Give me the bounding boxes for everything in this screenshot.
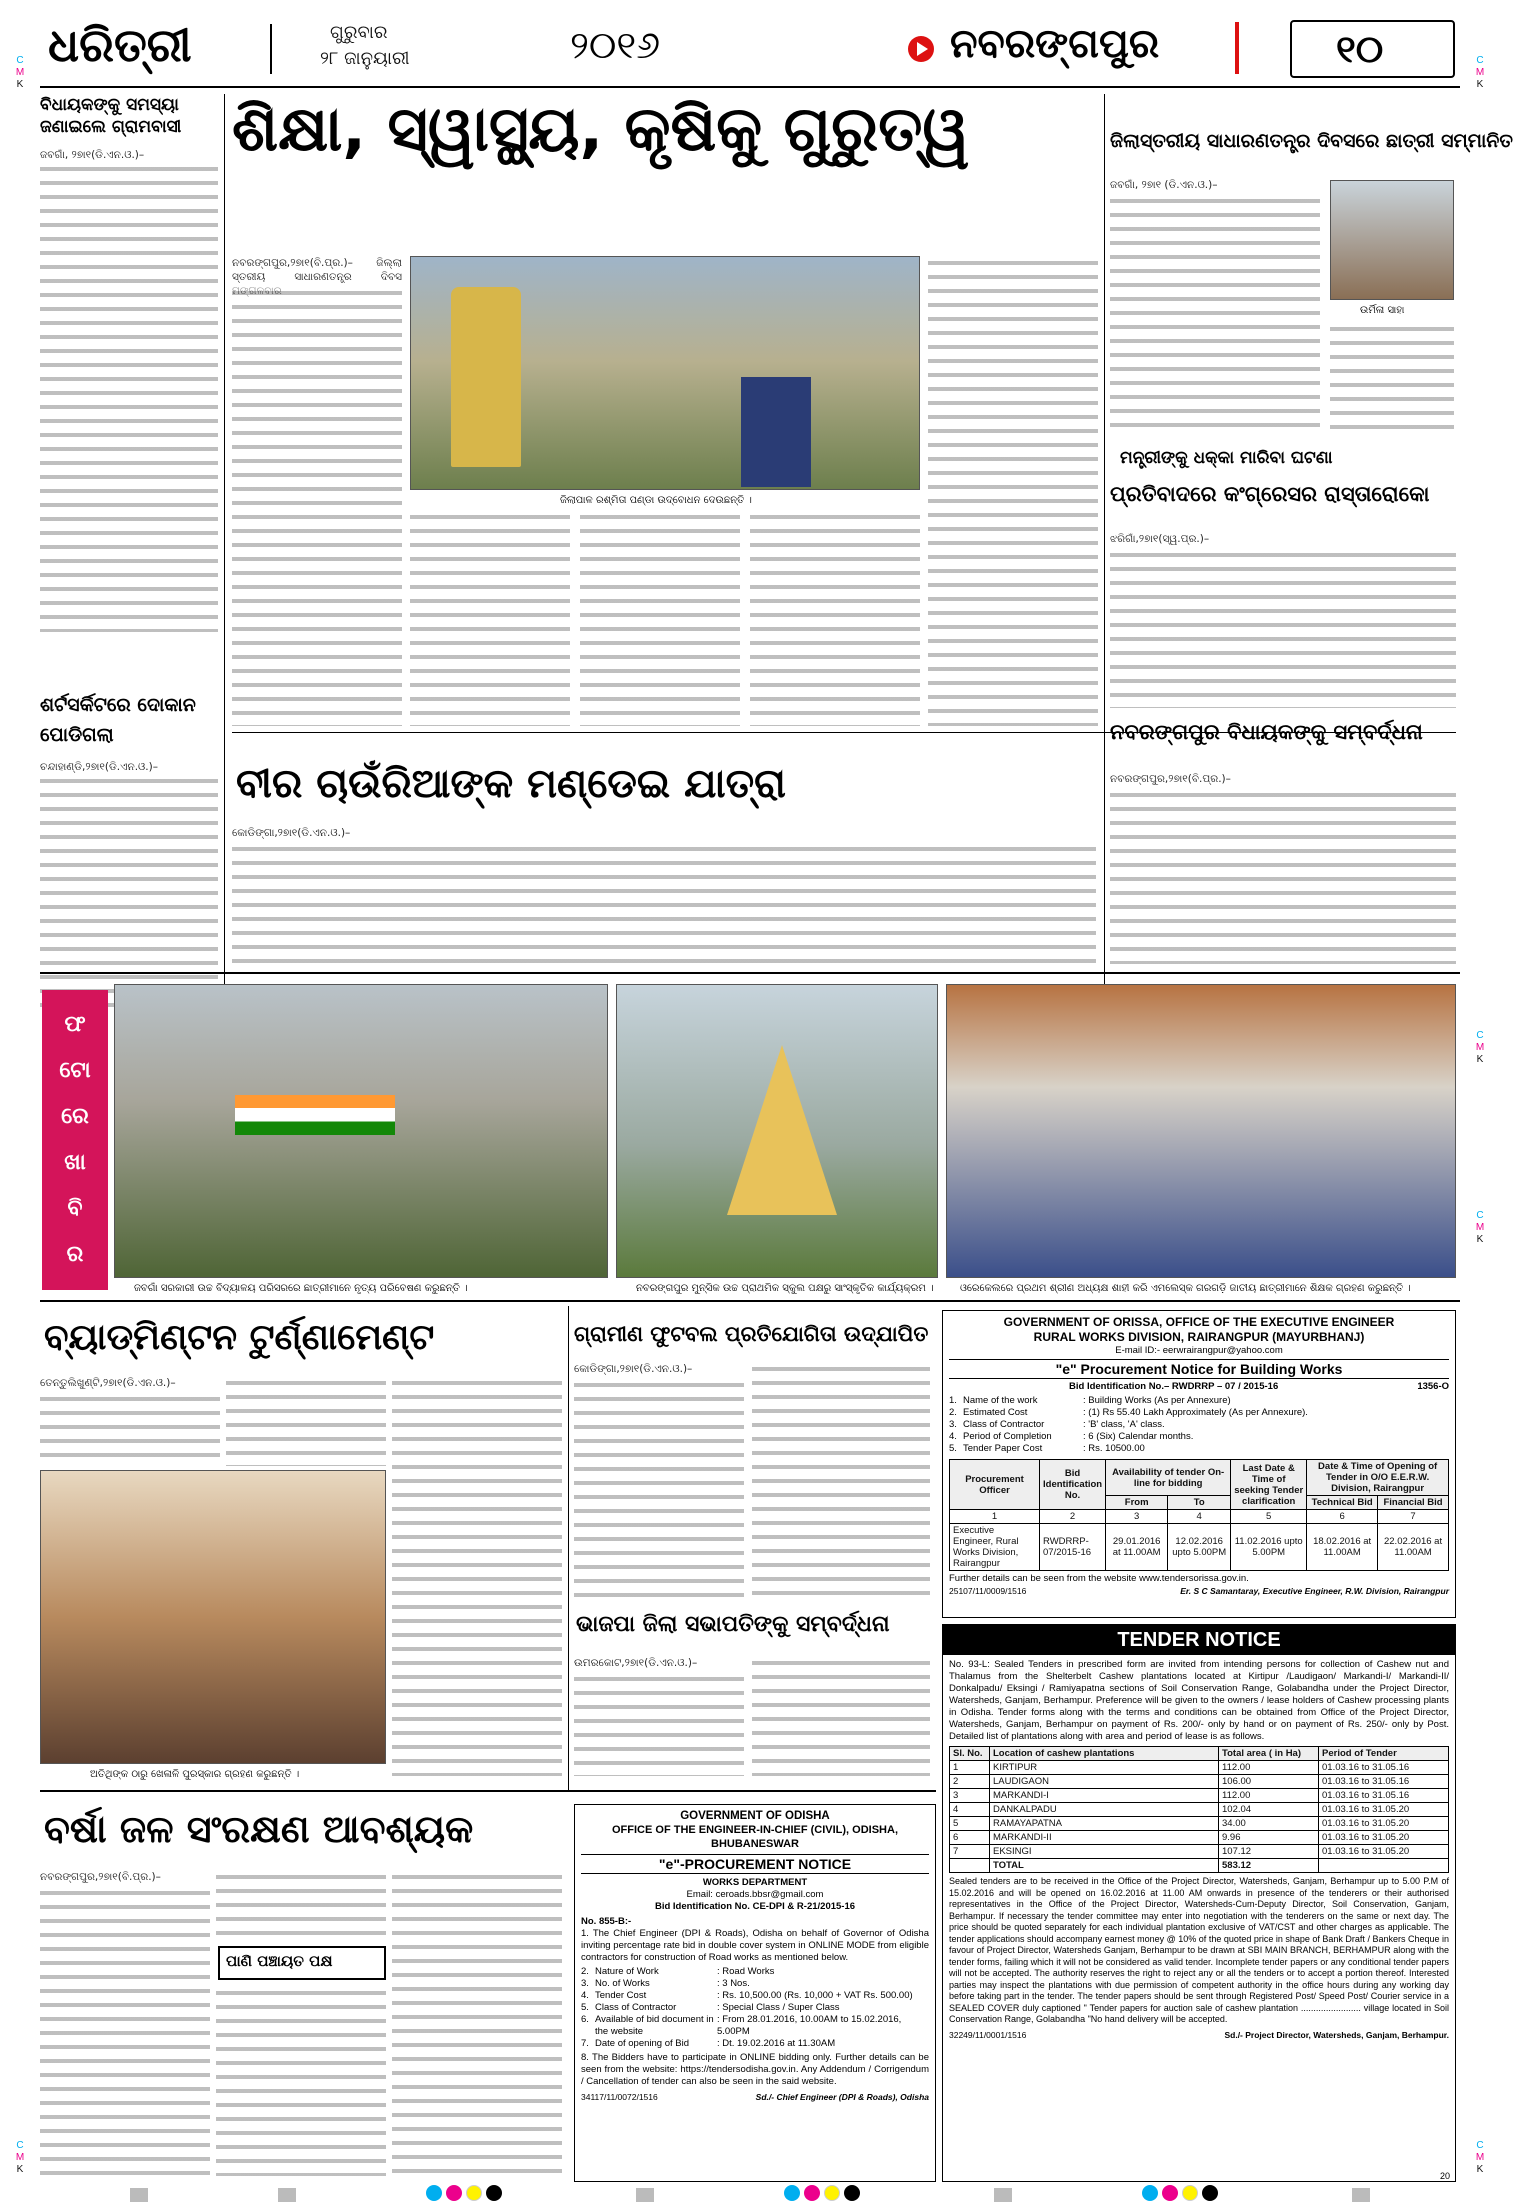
congress-blockade-dateline: ଝରିଗାଁ,୨୭ା୧(ସ୍ୱ.ପ୍ର.)– <box>1110 533 1210 545</box>
lead-body-col3 <box>580 510 740 726</box>
article-dateline: ଜବଗାଁ, ୨୭ା୧(ଡି.ଏନ.ଓ.)– <box>40 149 145 161</box>
section-rule <box>40 972 1460 974</box>
rw-sign-no: 25107/11/0009/1516 <box>949 1586 1027 1596</box>
lead-photo-caption: ଜିଲାପାଳ ରଶ୍ମିତା ପଣ୍ଡା ଉଦ୍‌ବୋଧନ ଦେଉଛନ୍ତି । <box>560 495 752 506</box>
cmk-right-4: C M K <box>1475 2140 1485 2175</box>
masthead-year: ୨୦୧୬ <box>570 23 661 67</box>
table-row: Executive Engineer, Rural Works Division, Rairangpur RWDRRP-07/2015-16 29.01.2016 at 11.00AM 12.02.2016 upto 5.00PM 11.02.2016 upto 5.00PM 18.02.2016 at 11.00AM 22.02.2016 at 11.00AM <box>950 1524 1449 1571</box>
badminton-headline: ବ୍ୟାଡ୍‌ମିଣ୍ଟନ ଟୁର୍ଣ୍ଣାମେଣ୍ଟ <box>44 1317 435 1358</box>
lead-body-col2 <box>410 510 570 726</box>
rainwater-headline: ବର୍ଷା ଜଳ ସଂରକ୍ଷଣ ଆବଶ୍ୟକ <box>44 1807 474 1851</box>
bjp-body-2 <box>752 1656 930 1776</box>
rw-bid-id: Bid Identification No.– RWDRRP – 07 / 2015-16 <box>1069 1381 1279 1392</box>
column-rule <box>224 94 225 1034</box>
eic-item: 7. Date of opening of Bid : Dt. 19.02.2016 at 11.30AM <box>581 2038 836 2049</box>
rainwater-body-3 <box>216 1986 386 2176</box>
bjp-dateline: ଉମରକୋଟ,୨୭ା୧(ଡି.ଏନ.ଓ.)– <box>574 1657 698 1669</box>
eic-gov: GOVERNMENT OF ODISHA <box>680 1810 830 1822</box>
bjp-headline: ଭାଜପା ଜିଲା ସଭାପତିଙ୍କୁ ସମ୍ବର୍ଦ୍ଧନା <box>576 1612 890 1637</box>
rw-gov: GOVERNMENT OF ORISSA, OFFICE OF THE EXECUTIVE ENGINEER <box>1003 1315 1395 1329</box>
section-name: ନବରଙ୍ଗପୁର <box>950 21 1160 67</box>
brand-logo: ଧରିତ୍ରୀ <box>48 18 192 72</box>
masthead-bottom-rule <box>40 86 1460 88</box>
masthead-day: ଗୁରୁବାର <box>330 22 388 43</box>
table-row: 2 LAUDIGAON 106.00 01.03.16 to 31.05.16 <box>950 1775 1449 1789</box>
eic-item: 6. Available of bid document in the website : From 28.01.2016, 10.00AM to 15.02.2016, 5.00PM <box>581 2014 902 2037</box>
table-row: 5 RAMAYAPATNA 34.00 01.03.16 to 31.05.20 <box>950 1817 1449 1831</box>
table-row: 1 KIRTIPUR 112.00 01.03.16 to 31.05.16 <box>950 1761 1449 1775</box>
table-row: 4 DANKALPADU 102.04 01.03.16 to 31.05.20 <box>950 1803 1449 1817</box>
section-rule <box>40 1300 1460 1302</box>
rw-item: 3. Class of Contractor : 'B' class, 'A' class. <box>949 1419 1165 1430</box>
ws-intro: No. 93-L: Sealed Tenders in prescribed form are invited from intending persons for collection of Cashew nut and Thalamus from the Shelterbelt Cashew plantations located at Kirtipur /Laudigaon/ Markandi-I/ Markandi-II/ Donkalpadu/ Eksingi / Ramiyapatna sections of Soil Conservation Range, Golabandha under the Project Director, Watersheds, Ganjam, Berhampur. Preference will be given to the owners / lease holders of Cashew processing plants in Odisha. Tender forms along with the terms and conditions can be obtained from Office of the Project Director, Watersheds, Ganjam, Berhampur on payment of Rs. 200/- only by hand or on payment of Rs. 250/- only by Post. Detailed list of plantations along with area and period of lease is as follows. <box>949 1659 1449 1742</box>
cmk-right-3: C M K <box>1475 1210 1485 1245</box>
gray-swatch <box>636 2188 654 2202</box>
rw-schedule-table: Procurement Officer Bid Identification No. Availability of tender On-line for bidding Last Date & Time of seeking Tender clarification Date & Time of Opening of Tender in O/O E.E.R.W. Division, Rairangpur From To Technical Bid Financial Bid 1 2 3 4 5 6 7 Executive Engineer, Rural Works Division, Rairangpur RWDRRP-07/2015-16 29.01.2016 at 11.00AM 12.02.2016 upto 5.00PM 11.02.2016 upto 5.00PM 18.02.2016 at 11.00AM 22.02.2016 at 11.00AM <box>949 1459 1449 1571</box>
lead-dateline: ନବରଙ୍ଗପୁର,୨୭ା୧(ବି.ପ୍ର.)– ଜିଲ୍ଲା ସ୍ତରୀୟ ସାଧାରଣତନ୍ତ୍ର ଦିବସ <box>232 257 402 283</box>
student-honour-dateline: ଜବଗାଁ, ୨୭ା୧ (ଡି.ଏନ.ଓ.)– <box>1110 179 1218 191</box>
student-photo <box>1330 180 1454 300</box>
gray-swatch <box>994 2188 1012 2202</box>
mla-felicitation-headline: ନବରଙ୍ଗପୁର ବିଧାୟକଙ୍କୁ ସମ୍ବର୍ଦ୍ଧନା <box>1110 720 1423 744</box>
eic-notice-title: "e"-PROCUREMENT NOTICE <box>581 1854 929 1874</box>
rainwater-dateline: ନବରଙ୍ଗପୁର,୨୭ା୧(ବି.ପ୍ର.)– <box>40 1871 161 1883</box>
badminton-body-3 <box>392 1376 562 1776</box>
bjp-body-1 <box>574 1672 744 1776</box>
human-pyramid <box>727 1045 837 1215</box>
football-headline: ଗ୍ରାମୀଣ ଫୁଟବଲ ପ୍ରତିଯୋଗିତା ଉଦ୍‌ଯାପିତ <box>574 1322 929 1346</box>
ws-sign-no: 32249/11/0001/1516 <box>949 2029 1027 2040</box>
article-shortcircuit <box>40 690 218 1030</box>
rw-item: 5. Tender Paper Cost : Rs. 10500.00 <box>949 1443 1145 1454</box>
rw-ref: 1356-O <box>1417 1381 1449 1392</box>
badminton-dateline: ତେନ୍ତୁଲିଖୁଣ୍ଟି,୨୭ା୧(ଡି.ଏନ.ଓ.)– <box>40 1377 176 1389</box>
lead-body-col4 <box>750 510 920 726</box>
flag-prop <box>235 1095 395 1135</box>
tender-notice-eic <box>574 1804 936 2182</box>
ws-body: Sealed tenders are to be received in the Office of the Project Director, Watersheds, Ganjam, Berhampur up to 5.00 P.M of 15.02.2016 and will be opened on 16.02.2016 at 11.00 AM onwards in presence of the tenderers or their authorised representatives in the Office of the Project Director, Watersheds-Cum-Deputy Director, Soil Conservation, Ganjam, Berhampur. If necessary the tender committee may enter into negotiation with the tenderers on the same or next day. The price should be quoted separately for each individual plantation exclusive of VAT/CST and other charges as applicable. The tender applications should accompany earnest money @ 10% of the quoted price in shape of Bank Draft / Bankers Cheque in favour of Project Director, Watersheds Ganjam, Berhampur to be drawn at SBI MAIN BRANCH, BERHAMPUR along with the tender forms, failing which it will not be considered as valid tender. Incomplete tender papers or any conditional tender papers will not be accepted. The authority reserves the right to reject any or all the tenders or to accept a portion thereof. Interested parties may inspect the plantations with due permission of competent authority in the office hours during any working day before taking part in the tender. The tender papers should be sent through Registered Post/ Speed Post/ Courier service in a SEALED COVER duly captioned " Tender papers for auction sale of cashew plantation ........................ village located in Soil Conservation Range, Golabandha "No hand delivery will be accepted. <box>949 1876 1449 2024</box>
color-dots <box>784 2185 864 2205</box>
cmk-right-1: C M K <box>1475 55 1485 90</box>
badminton-photo <box>40 1470 386 1764</box>
ws-sign-row <box>949 2029 1449 2041</box>
student-honour-body <box>1110 194 1320 434</box>
lead-body-col1 <box>232 286 402 726</box>
podium <box>741 377 811 487</box>
feature-photo-students <box>946 984 1456 1278</box>
eic-sign-no: 34117/11/0072/1516 <box>581 2092 658 2102</box>
mla-felicitation-dateline: ନବରଙ୍ଗପୁର,୨୭ା୧(ବି.ପ୍ର.)– <box>1110 773 1231 785</box>
minister-incident-kicker: ମନ୍ତ୍ରୀଙ୍କୁ ଧକ୍କା ମାରିବା ଘଟଣା <box>1120 448 1333 468</box>
rw-notice-title: "e" Procurement Notice for Building Works <box>949 1359 1449 1379</box>
rw-division: RURAL WORKS DIVISION, RAIRANGPUR (MAYURBHANJ) <box>1033 1330 1365 1344</box>
rainwater-body-4 <box>392 1870 562 2176</box>
rainwater-subhead: ପାଣି ପଞ୍ଚାୟତ ପକ୍ଷ <box>226 1952 333 1970</box>
cmk-right-2: C M K <box>1475 1030 1485 1065</box>
footer-colorbar <box>130 2186 1370 2204</box>
eic-sign-row <box>581 2091 929 2103</box>
rw-bid-row <box>949 1381 1449 1393</box>
rw-footer: Further details can be seen from the website www.tendersorissa.gov.in. <box>949 1573 1249 1584</box>
eic-office: OFFICE OF THE ENGINEER-IN-CHIEF (CIVIL), ODISHA, BHUBANESWAR <box>612 1824 898 1850</box>
ws-title-bar <box>943 1625 1455 1655</box>
mandei-yatra-dateline: କୋଡିଙ୍ଗା,୨୭ା୧(ଡି.ଏନ.ଓ.)– <box>232 827 351 839</box>
tender-notice-rural-works <box>942 1310 1456 1618</box>
ws-plantation-table: Sl. No. Location of cashew plantations Total area ( in Ha) Period of Tender 1 KIRTIPUR 112.00 01.03.16 to 31.05.16 2 LAUDIGAON 106.00 01.03.16 to 31.05.16 3 MARKANDI-I 112.00 01.03.16 to 31.05.16 4 DANKALPADU 102.04 01.03.16 to 31.05.20 5 RAMAYAPATNA 34.00 01.03.16 to 31.05.20 6 MARKANDI-II 9.96 01.03.16 to 31.05.20 7 EKSINGI 107.12 01.03.16 to 31.05.20 TOTAL 583.12 <box>949 1746 1449 1873</box>
rw-item: 2. Estimated Cost : (1) Rs 55.40 Lakh Approximately (As per Annexure). <box>949 1407 1308 1418</box>
column-rule <box>568 1306 569 1790</box>
rw-items <box>949 1395 1449 1455</box>
gray-swatch <box>130 2188 148 2202</box>
article-body <box>40 162 218 632</box>
rw-item: 1. Name of the work : Building Works (As per Annexure) <box>949 1395 1231 1406</box>
column-rule <box>1104 94 1105 1034</box>
eic-bid-id: Bid Identification No. CE-DPI & R-21/2015-16 <box>654 1901 856 1912</box>
article-mla-grievance <box>40 94 218 644</box>
article-title: ବିଧାୟକଙ୍କୁ ସମସ୍ୟା ଜଣାଇଲେ ଗ୍ରାମବାସୀ <box>40 95 182 137</box>
mandei-yatra-headline: ବୀର ଚାଉଁରିଆଙ୍କ ମଣ୍ଡେଇ ଯାତ୍ରା <box>236 761 786 807</box>
rainwater-subhead-box <box>218 1946 386 1980</box>
eic-item: 4. Tender Cost : Rs. 10,500.00 (Rs. 10,000 + VAT Rs. 500.00) <box>581 1990 913 2001</box>
badminton-body-2 <box>226 1376 386 1466</box>
cmk-left-top: C M K <box>15 55 25 90</box>
eic-dept: WORKS DEPARTMENT <box>702 1877 808 1888</box>
football-dateline: କୋଡିଙ୍ଗା,୨୭ା୧(ଡି.ଏନ.ଓ.)– <box>574 1363 693 1375</box>
gray-swatch <box>1352 2188 1370 2202</box>
table-row: 6 MARKANDI-II 9.96 01.03.16 to 31.05.20 <box>950 1831 1449 1845</box>
eic-item: 3. No. of Works : 3 Nos. <box>581 1978 750 1989</box>
rainwater-body-2 <box>216 1870 386 1942</box>
eic-footer: 8. The Bidders have to participate in ONLINE bidding only. Further details can be seen from the website: https://tendersodisha.gov.in. Any Addendum / Corrigendum / Cancellation of tender can also be seen in the said website. <box>581 2052 929 2087</box>
article-dateline: ଚନ୍ଦାହାଣ୍ଡି,୨୭ା୧(ଡି.ଏନ.ଓ.)– <box>40 761 158 773</box>
eic-item: 2. Nature of Work : Road Works <box>581 1966 775 1977</box>
table-row: 3 MARKANDI-I 112.00 01.03.16 to 31.05.16 <box>950 1789 1449 1803</box>
section-rule <box>40 1790 936 1792</box>
football-body-1 <box>574 1378 744 1598</box>
article-body <box>40 774 218 1014</box>
football-body-2 <box>752 1362 930 1598</box>
photo-caption-2: ନବରଙ୍ଗପୁର ମୁନ୍ସିକ ଉଚ୍ଚ ପ୍ରାଥମିକ ସ୍କୁଲ ପକ୍ଷରୁ ସାଂସ୍କୃତିକ କାର୍ଯ୍ୟକ୍ରମ । <box>636 1283 934 1294</box>
eic-email: Email: ceroads.bbsr@gmail.com <box>686 1889 824 1900</box>
feature-photo-dance <box>114 984 608 1278</box>
masthead-divider <box>270 24 272 74</box>
eic-sign: Sd./- Chief Engineer (DPI & Roads), Odisha <box>755 2092 929 2102</box>
masthead-red-bar <box>1235 22 1239 74</box>
color-dots <box>1142 2185 1222 2205</box>
lead-headline: ଶିକ୍ଷା, ସ୍ୱାସ୍ଥ୍ୟ, କୃଷିକୁ ଗୁରୁତ୍ୱ <box>232 92 970 165</box>
masthead-date: ୨୮ ଜାନୁୟାରୀ <box>320 48 410 69</box>
lead-body-col5 <box>928 256 1098 726</box>
article-title: ଶର୍ଟସର୍କିଟରେ ଦୋକାନ ପୋଡିଗଲା <box>40 694 196 746</box>
rw-email: E-mail ID:- eerwrairangpur@yahoo.com <box>1115 1345 1283 1356</box>
lead-photo <box>410 256 920 490</box>
table-row: 7 EKSINGI 107.12 01.03.16 to 31.05.20 <box>950 1845 1449 1859</box>
mla-felicitation-body <box>1110 788 1456 964</box>
play-icon <box>908 36 934 62</box>
student-photo-caption: ଉର୍ମିଳା ସାହା <box>1360 305 1405 316</box>
eic-items <box>581 1966 929 2050</box>
photo-caption-3: ଓରେକେଲରେ ପ୍ରଥମ ଶ୍ରୀଣ ଅଧ୍ୟକ୍ଷ ଶାହୀ କରି ଏମଲେସ୍କ ଗରଗଡ଼ି ଜାତୀୟ ଛାତ୍ରୀମାନେ ଶିକ୍ଷକ ଗ୍ରହଣ କରୁଛନ୍ତି । <box>960 1283 1411 1294</box>
cmk-left-bottom: C M K <box>15 2140 25 2175</box>
gray-swatch <box>278 2188 296 2202</box>
tender-notice-watersheds <box>942 1624 1456 2182</box>
student-honour-body-2 <box>1330 322 1454 434</box>
photo-caption-1: ଜବଗାଁ ସରକାରୀ ଉଚ୍ଚ ବିଦ୍ୟାଳୟ ପରିସରରେ ଛାତ୍ରୀମାନେ ନୃତ୍ୟ ପରିବେଷଣ କରୁଛନ୍ତି । <box>134 1283 468 1294</box>
color-dots <box>426 2185 506 2205</box>
page-number-calendar-icon <box>1290 20 1455 78</box>
badminton-body-1 <box>40 1392 220 1466</box>
congress-blockade-body <box>1110 548 1456 708</box>
rw-sign: Er. S C Samantaray, Executive Engineer, R.W. Division, Rairangpur <box>1180 1586 1449 1596</box>
rw-sign-row <box>949 1585 1449 1597</box>
feature-photo-pyramid <box>616 984 938 1278</box>
eic-intro: 1. The Chief Engineer (DPI & Roads), Odisha on behalf of Governor of Odisha inviting percentage rate bid in double cover system in ONLINE MODE from eligible contractors for construction of Road works as mentioned below. <box>581 1928 929 1963</box>
eic-item: 5. Class of Contractor : Special Class / Super Class <box>581 2002 840 2013</box>
congress-blockade-headline: ପ୍ରତିବାଦରେ କଂଗ୍ରେସର ରାସ୍ତାରୋକୋ <box>1110 482 1430 506</box>
ws-sign: Sd./- Project Director, Watersheds, Ganjam, Berhampur. <box>1224 2029 1449 2040</box>
masthead <box>40 18 1460 82</box>
page-number: ୧୦ <box>1336 27 1384 71</box>
rw-item: 4. Period of Completion : 6 (Six) Calendar months. <box>949 1431 1194 1442</box>
footer-page-mark: 20 <box>1440 2171 1451 2181</box>
photo-feature-label: ଫ ଟୋ ରେ ଖା ବି ର <box>42 990 108 1290</box>
mandei-yatra-body <box>232 842 1096 964</box>
table-total-row: TOTAL 583.12 <box>950 1859 1449 1873</box>
rainwater-body-1 <box>40 1886 210 2176</box>
ashoka-pillar-icon <box>451 287 521 467</box>
badminton-photo-caption: ଅତିଥିଙ୍କ ଠାରୁ ଖେଳାଳି ପୁରସ୍କାର ଗ୍ରହଣ କରୁଛନ୍ତି । <box>90 1769 300 1780</box>
student-honour-headline: ଜିଲାସ୍ତରୀୟ ସାଧାରଣତନ୍ତ୍ର ଦିବସରେ ଛାତ୍ରୀ ସମ୍ମାନିତ <box>1110 130 1513 152</box>
eic-no: No. 855-B:- <box>581 1916 632 1927</box>
ws-title: TENDER NOTICE <box>1117 1629 1281 1651</box>
